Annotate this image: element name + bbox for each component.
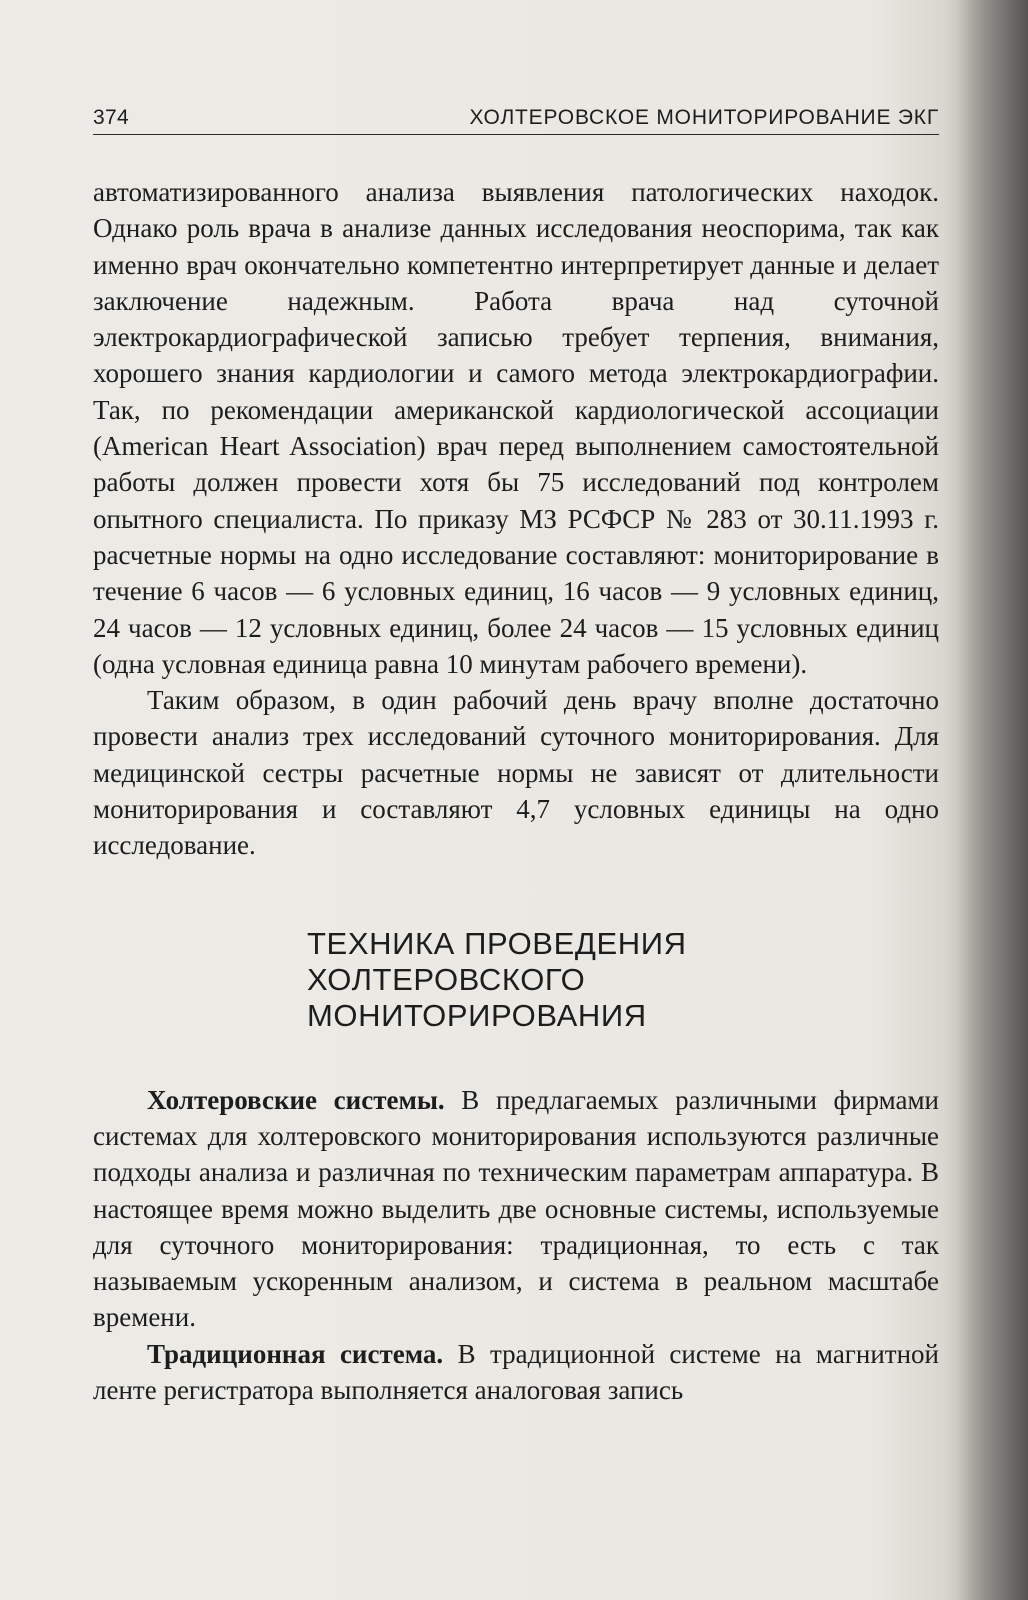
runin-holter-systems: Холтеровские системы. — [147, 1084, 445, 1115]
section-heading-line-2: ХОЛТЕРОВСКОГО — [307, 961, 586, 997]
running-header — [93, 104, 939, 135]
page-body — [93, 174, 939, 1408]
page-number: 374 — [93, 106, 129, 129]
binding-shadow — [958, 0, 1028, 1600]
paragraph-continuation: автоматизированного анализа выявления патологических находок. Однако роль врача в анализе данных исследования неоспорима, так как именно врач окончательно компетентно интерпретирует данные и делает заключение надежным. Работа врача над суточной электрокардиографической записью требует терпения, внимания, хорошего знания кардиологии и самого метода электрокардиографии. Так, по рекомендации американской кардиологической ассоциации (American Heart Association) врач перед выполнением самостоятельной работы должен провести хотя бы 75 исследований под контролем опытного специалиста. По приказу МЗ РСФСР № 283 от 30.11.1993 г. расчетные нормы на одно исследование составляют: мониторирование в течение 6 часов — 6 условных единиц, 16 часов — 9 условных единиц, 24 часов — 12 условных единиц, более 24 часов — 15 условных единиц (одна условная единица равна 10 минутам рабочего времени). — [93, 177, 939, 679]
running-title: ХОЛТЕРОВСКОЕ МОНИТОРИРОВАНИЕ ЭКГ — [469, 106, 939, 129]
paragraph-traditional-system — [93, 1336, 939, 1409]
paragraph-conclusion: Таким образом, в один рабочий день врачу вполне достаточно провести анализ трех исследований суточного мониторирования. Для медицинской сестры расчетные нормы не зависят от длительности мониторирования и составляют 4,7 условных единицы на одно исследование. — [93, 685, 939, 861]
section-heading-line-3: МОНИТОРИРОВАНИЯ — [307, 997, 647, 1033]
runin-traditional-system: Традиционная система. — [147, 1338, 444, 1369]
paragraph-holter-systems — [93, 1082, 939, 1336]
section-heading-line-1: ТЕХНИКА ПРОВЕДЕНИЯ — [307, 925, 687, 961]
traditional-system-text: В традиционной системе на магнитной ленте регистратора выполняется аналоговая запись — [93, 1338, 939, 1406]
section-heading — [307, 926, 827, 1034]
holter-systems-text: В предлагаемых различными фирмами системах для холтеровского мониторирования используются различные подходы анализа и различная по техническим параметрам аппаратура. В настоящее время можно выделить две основные системы, используемые для суточного мониторирования: традиционная, то есть с так называемым ускоренным анализом, и система в реальном масштабе времени. — [93, 1084, 939, 1333]
